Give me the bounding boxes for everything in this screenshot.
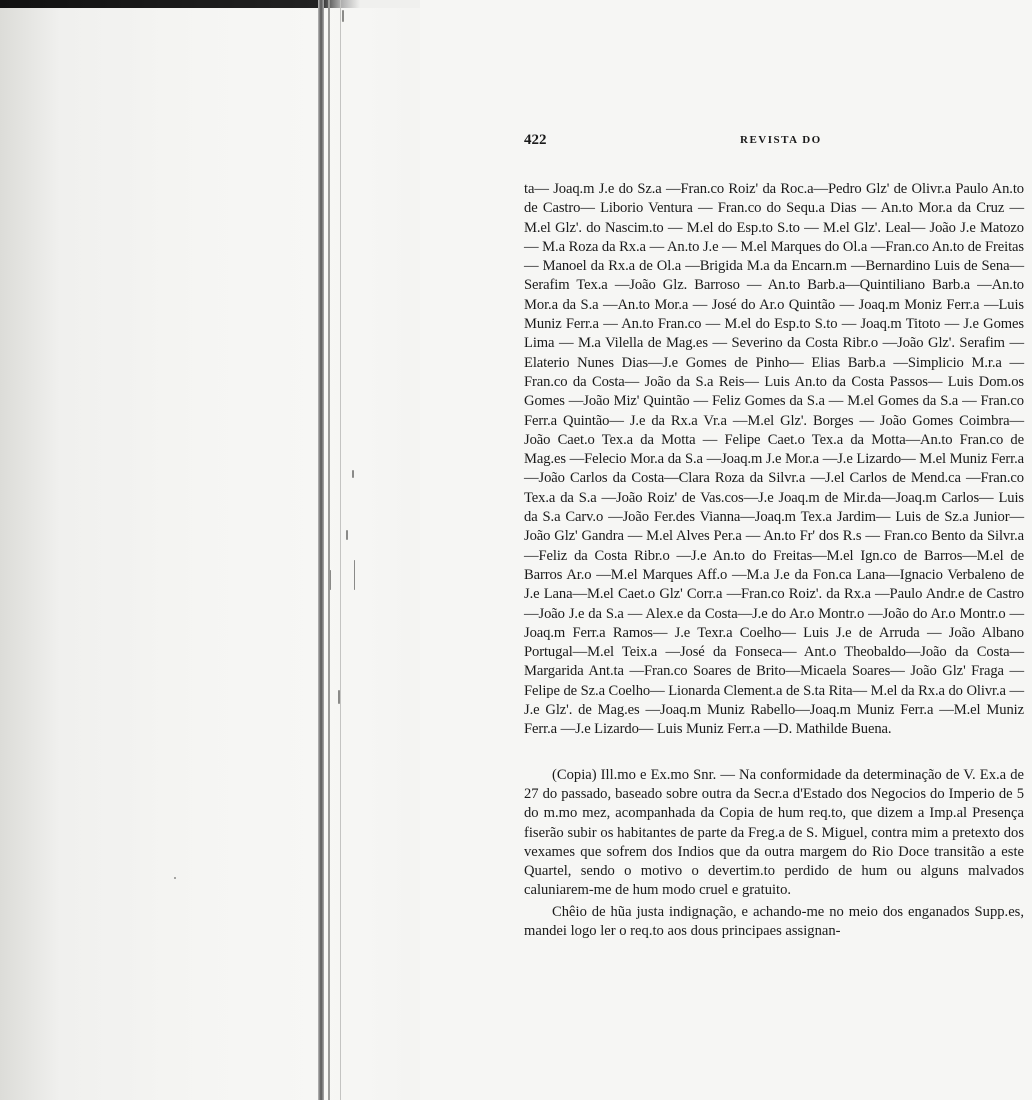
page-number: 422 xyxy=(524,132,547,148)
binding-edge-inner xyxy=(328,0,330,1100)
scan-speck xyxy=(330,570,331,590)
binding-shadow xyxy=(0,0,420,8)
binding-edge-faint xyxy=(340,0,341,1100)
running-head xyxy=(524,128,1024,150)
letter-copy xyxy=(524,766,1024,942)
scan-speck xyxy=(352,470,354,478)
letter-paragraph: (Copia) Ill.mo e Ex.mo Snr. — Na conformidade da determinação de V. Ex.a de 27 do passado, baseado sobre outra da Secr.a d'Estado dos Negocios do Imperio de 5 do m.mo mez, acompanhada da Copia de hum req.to, que dizem a Imp.al Presença fiserão subir os habitantes de parte da Freg.a de S. Miguel, contra mim a pretexto dos vexames que sofrem dos Indios que da outra margem do Rio Doce transitão a este Quartel, sendo o motivo o devertim.to perdido de hum ou alguns malvados caluniarem-me de hum modo cruel e gratuito. xyxy=(524,766,1024,899)
journal-title: REVISTA DO xyxy=(740,134,822,146)
book-page xyxy=(524,128,1024,1088)
scan-gutter xyxy=(0,0,420,1100)
scan-speck xyxy=(346,530,348,540)
scan-speck xyxy=(174,877,176,879)
scan-speck xyxy=(342,10,344,22)
binding-edge xyxy=(318,0,324,1100)
signatories-list: ta— Joaq.m J.e do Sz.a —Fran.co Roiz' da Roc.a—Pedro Glz' de Olivr.a Paulo An.to de Castro— Liborio Ventura — Fran.co do Sequ.a Dias — An.to Mor.a da Cruz — M.el Glz'. do Nascim.to — M.el do Esp.to S.to — M.el Glz'. Leal— João J.e Matozo — M.a Roza da Rx.a — An.to J.e — M.el Marques do Ol.a —Fran.co An.to de Freitas — Manoel da Rx.a de Ol.a —Brigida M.a da Encarn.m —Bernardino Luis de Sena— Serafim Tex.a —João Glz. Barroso — An.to Barb.a—Quintiliano Barb.a —An.to Mor.a da S.a —An.to Mor.a — José do Ar.o Quintão — Joaq.m Moniz Ferr.a —Luis Muniz Ferr.a — An.to Fran.co — M.el do Esp.to S.to — Joaq.m Titoto — J.e Gomes Lima — M.a Vilella de Mag.es — Severino da Costa Ribr.o —João Glz'. Serafim —Elaterio Nunes Dias—J.e Gomes de Pinho— Elias Barb.a —Simplicio M.r.a —Fran.co da Costa— João da S.a Reis— Luis An.to da Costa Passos— Luis Dom.os Gomes —João Miz' Quintão — Feliz Gomes da S.a — M.el Gomes da S.a — Fran.co Ferr.a Quintão— J.e da Rx.a Vr.a —M.el Glz'. Borges — João Gomes Coimbra— João Caet.o Tex.a da Motta — Felipe Caet.o Tex.a da Motta—An.to Fran.co de Mag.es —Felecio Mor.a da S.a —Joaq.m J.e Mor.a —J.e Lizardo— M.el Muniz Ferr.a —João Carlos da Costa—Clara Roza da Silvr.a —J.el Carlos de Mend.ca —Fran.co Tex.a da S.a —João Roiz' de Vas.cos—J.e Joaq.m de Mir.da—Joaq.m Carlos— Luis da S.a Carv.o —João Fer.des Vianna—Joaq.m Tex.a Jardim— Luis de Sz.a Junior— João Glz' Gandra — M.el Alves Per.a — An.to Fr' dos R.s — Fran.co Bento da Silvr.a —Feliz da Costa Ribr.o —J.e An.to do Freitas—M.el Ign.co de Barros—M.el de Barros Ar.o —M.el Marques Aff.o —M.a J.e da Fon.ca Lana—Ignacio Verbaleno de J.e Lana—M.el Caet.o Glz' Corr.a —Fran.co Roiz'. da Rx.a —Paulo Andr.e de Castro—João J.e da S.a — Alex.e da Costa—J.e do Ar.o Montr.o —João do Ar.o Montr.o —Joaq.m Ferr.a Ramos— J.e Texr.a Coelho— Luis J.e de Arruda — João Albano Portugal—M.el Teix.a —José da Fonseca— Ant.o Theobaldo—João da Costa— Margarida Ant.ta —Fran.co Soares de Brito—Micaela Soares— João Glz' Fraga — Felipe de Sz.a Coelho— Lionarda Clement.a de S.ta Rita— M.el da Rx.a do Olivr.a — J.e Glz'. de Mag.es —Joaq.m Muniz Rabello—Joaq.m Muniz Ferr.a —M.el Muniz Ferr.a —J.e Lizardo— Luis Muniz Ferr.a —D. Mathilde Buena. xyxy=(524,181,1024,738)
scan-speck xyxy=(338,690,340,704)
scan-speck xyxy=(354,560,355,590)
letter-paragraph: Chêio de hũa justa indignação, e achando-me no meio dos enganados Supp.es, mandei logo ler o req.to aos dous principaes assignan- xyxy=(524,903,1024,939)
